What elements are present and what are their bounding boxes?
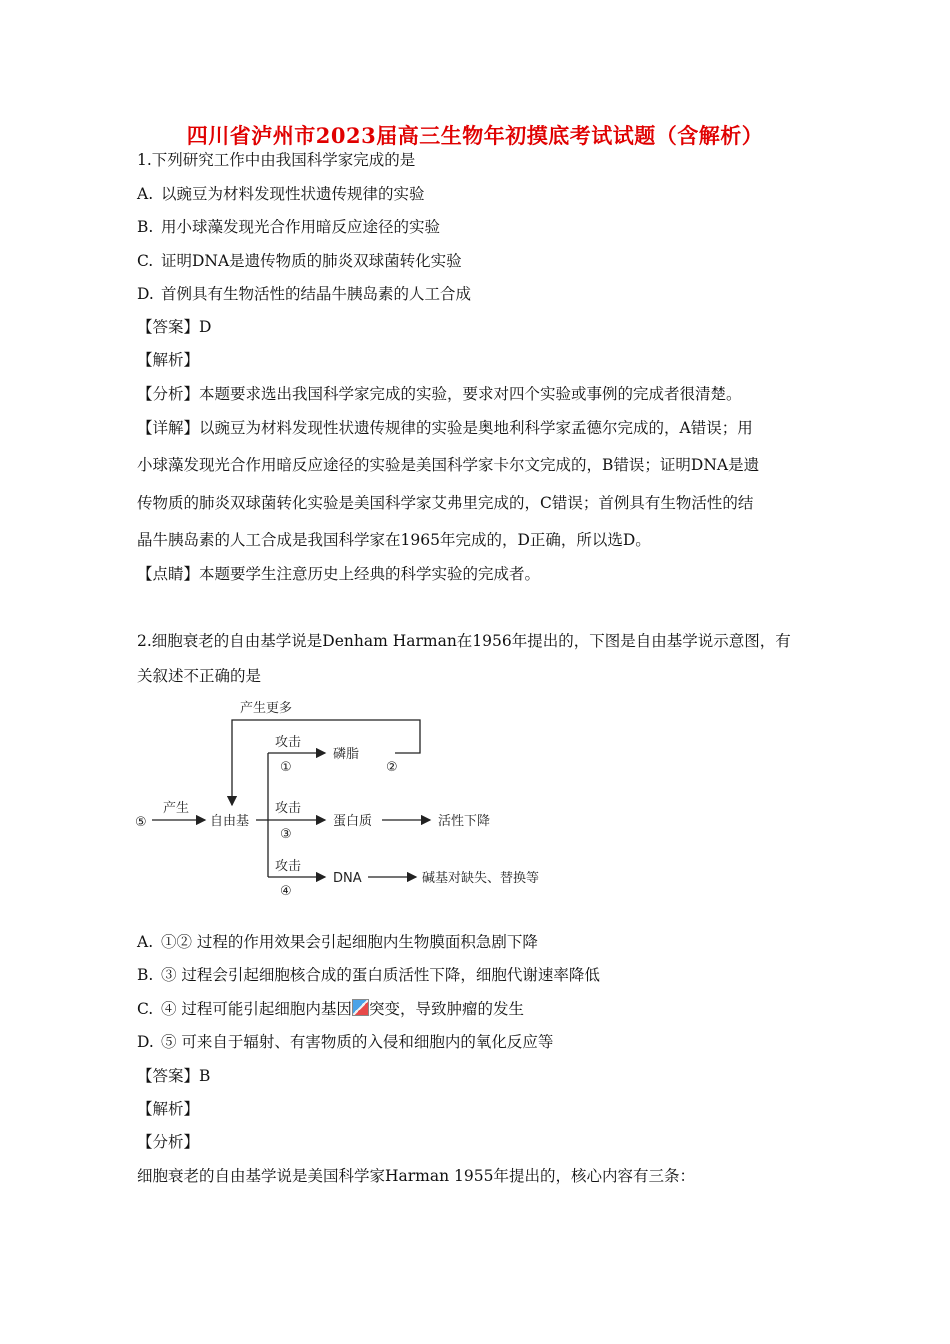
q2-last-line: 细胞衰老的自由基学说是美国科学家Harman 1955年提出的，核心内容有三条： (137, 1167, 695, 1185)
option-text: ③ 过程会引起细胞核合成的蛋白质活性下降，细胞代谢速率降低 (161, 966, 600, 984)
q1-option-c (137, 251, 462, 271)
option-letter: C. (137, 252, 154, 270)
option-text-before: ④ 过程可能引起细胞内基因 (161, 1000, 352, 1018)
q1-fenxi: 【分析】本题要求选出我国科学家完成的实验，要求对四个实验或事例的完成者很清楚。 (137, 385, 742, 403)
protein-node: 蛋白质 (333, 814, 373, 829)
q1-detail-line-2: 小球藻发现光合作用暗反应途径的实验是美国科学家卡尔文完成的，B错误；证明DNA是遗 (137, 456, 760, 474)
page-title: 四川省泸州市2023届高三生物年初摸底考试试题（含解析） (186, 123, 764, 148)
q1-detail-line-3: 传物质的肺炎双球菌转化实验是美国科学家艾弗里完成的，C错误；首例具有生物活性的结 (137, 494, 754, 512)
option-text: 首例具有生物活性的结晶牛胰岛素的人工合成 (161, 285, 472, 303)
q2-fenxi-heading: 【分析】 (137, 1133, 200, 1151)
free-radical-node: 自由基 (210, 814, 250, 829)
q1-detail-line-4: 晶牛胰岛素的人工合成是我国科学家在1965年完成的，D正确，所以选D。 (137, 531, 651, 549)
free-radical-diagram (130, 690, 570, 905)
q2-option-d (137, 1032, 553, 1052)
option-letter: D. (137, 1033, 154, 1051)
q1-stem: 1.下列研究工作中由我国科学家完成的是 (137, 151, 416, 169)
more-label: 产生更多 (240, 701, 293, 716)
q1-detail-line-1: 【详解】以豌豆为材料发现性状遗传规律的实验是奥地利科学家孟德尔完成的，A错误；用 (137, 419, 753, 437)
q1-analysis-heading: 【解析】 (137, 351, 200, 369)
q1-option-b (137, 217, 440, 237)
attack-label-4: 攻击 (275, 859, 302, 874)
q2-stem-line-1: 2.细胞衰老的自由基学说是Denham Harman在1956年提出的，下图是自由基学说示意图，有 (137, 632, 791, 650)
num-4: ④ (280, 884, 292, 899)
q2-answer: 【答案】B (137, 1067, 211, 1085)
phospholipid-node: 磷脂 (333, 747, 360, 762)
dna-node: DNA (333, 871, 362, 886)
base-change-node: 碱基对缺失、替换等 (422, 871, 540, 886)
num-1: ① (280, 760, 292, 775)
option-text: 证明DNA是遗传物质的肺炎双球菌转化实验 (161, 252, 462, 270)
num-2: ② (386, 760, 398, 775)
q2-stem-line-2: 关叙述不正确的是 (137, 667, 262, 685)
option-letter: B. (137, 218, 154, 236)
inline-image-icon (352, 999, 369, 1016)
option-letter: B. (137, 966, 154, 984)
num-3: ③ (280, 827, 292, 842)
option-text: 以豌豆为材料发现性状遗传规律的实验 (161, 185, 425, 203)
q2-option-b (137, 965, 600, 985)
option-letter: C. (137, 1000, 154, 1018)
q1-dianjing: 【点睛】本题要学生注意历史上经典的科学实验的完成者。 (137, 565, 541, 583)
attack-label-1: 攻击 (275, 735, 302, 750)
q2-analysis-heading: 【解析】 (137, 1100, 200, 1118)
q1-option-d (137, 284, 471, 304)
num-5: ⑤ (135, 815, 147, 830)
produce-label: 产生 (163, 801, 190, 816)
q1-answer: 【答案】D (137, 318, 212, 336)
option-text: 用小球藻发现光合作用暗反应途径的实验 (161, 218, 441, 236)
option-letter: A. (137, 933, 154, 951)
q1-option-a (137, 184, 425, 204)
option-letter: D. (137, 285, 154, 303)
q2-option-a (137, 932, 538, 952)
option-text-after: 突变，导致肿瘤的发生 (368, 1000, 524, 1018)
option-text: ⑤ 可来自于辐射、有害物质的入侵和细胞内的氧化反应等 (161, 1033, 554, 1051)
option-letter: A. (137, 185, 154, 203)
option-text: ①② 过程的作用效果会引起细胞内生物膜面积急剧下降 (161, 933, 538, 951)
q2-option-c (137, 999, 524, 1019)
activity-down-node: 活性下降 (438, 814, 491, 829)
attack-label-3: 攻击 (275, 801, 302, 816)
